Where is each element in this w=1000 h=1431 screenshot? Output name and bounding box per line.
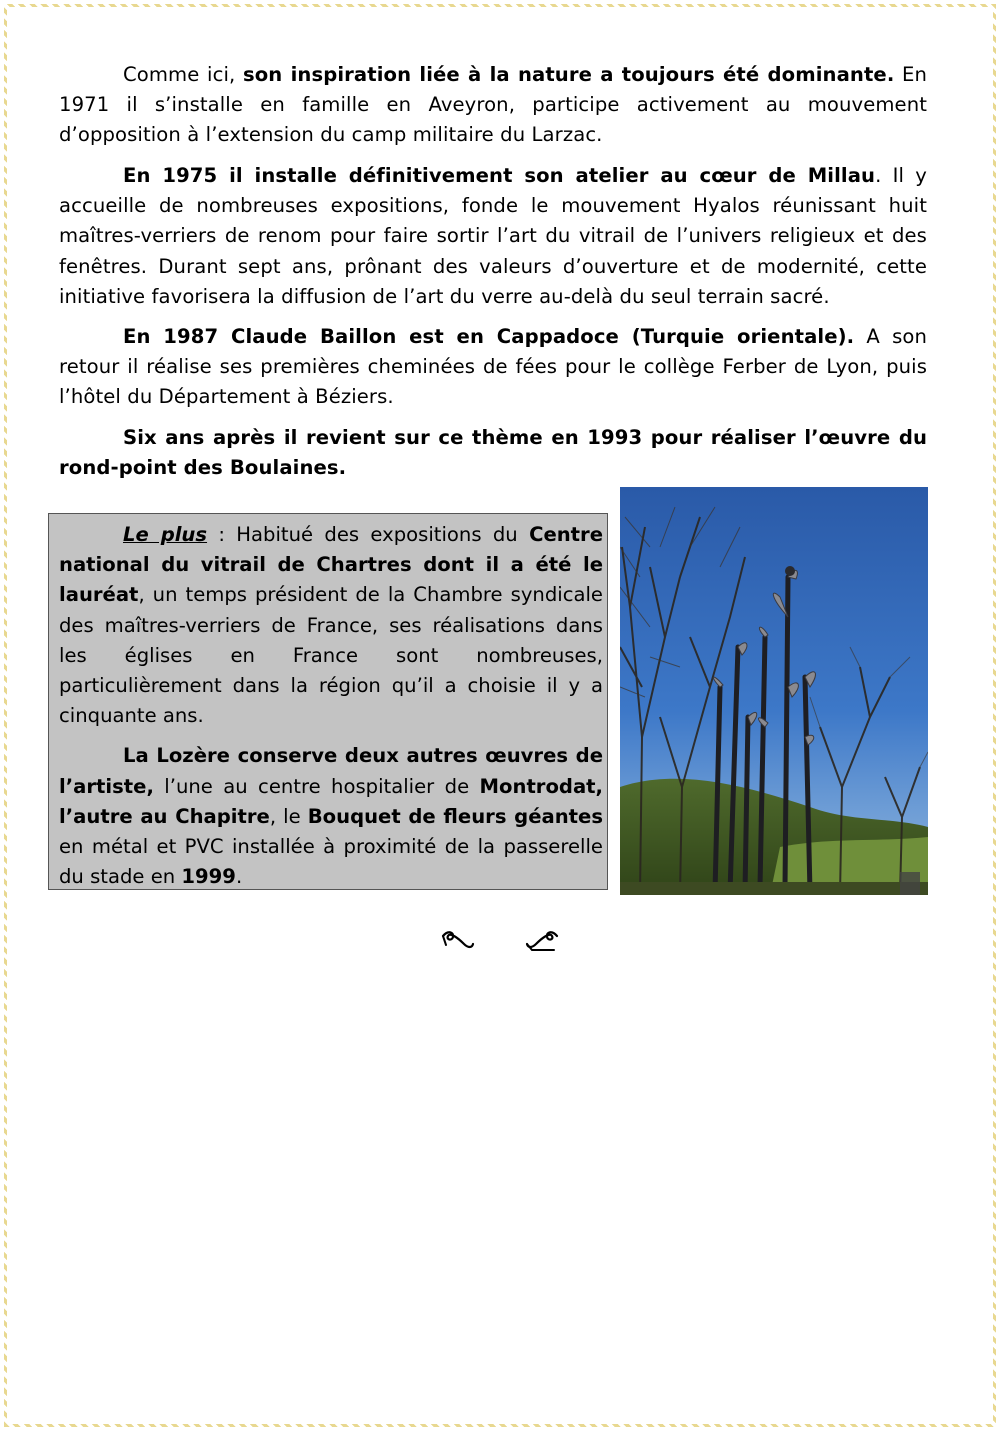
paragraph-boulaines: Six ans après il revient sur ce thème en 1993 pour réaliser l’œuvre du rond-point des Boulaines. bbox=[59, 426, 927, 480]
ornament-left-icon bbox=[440, 926, 476, 958]
paragraph-millau: En 1975 il installe définitivement son atelier au cœur de Millau. Il y accueille de nombreuses expositions, fonde le mouvement Hyalos réunissant huit maîtres-verriers de renom pour faire sortir l’art du vitrail de l’univers religieux et des fenêtres. Durant sept ans, prônant des valeurs d’ouverture et de modernité, cette initiative favorisera la diffusion de l’art du verre au-delà du seul terrain sacré. bbox=[59, 164, 927, 308]
ornament-right-icon bbox=[524, 926, 560, 958]
le-plus-paragraph: Le plus : Habitué des expositions du Centre national du vitrail de Chartres dont il a été le lauréat, un temps président de la Chambre syndicale des maîtres-verriers de France, ses réalisations dans les églises en France sont nombreuses, particulièrement dans la région qu’il a choisie il y a cinquante ans. bbox=[59, 523, 603, 728]
sculpture-photo bbox=[620, 487, 928, 895]
paragraph-cappadoce: En 1987 Claude Baillon est en Cappadoce (Turquie orientale). A son retour il réalise ses premières cheminées de fées pour le collège Ferber de Lyon, puis l’hôtel du Département à Béziers. bbox=[59, 325, 927, 409]
le-plus-box bbox=[48, 513, 608, 890]
paragraph-inspiration: Comme ici, son inspiration liée à la nature a toujours été dominante. En 1971 il s’installe en famille en Aveyron, participe activement au mouvement d’opposition à l’extension du camp militaire du Larzac. bbox=[59, 63, 928, 147]
ornament-divider bbox=[440, 926, 560, 958]
le-plus-label: Le plus bbox=[123, 523, 208, 546]
lozere-paragraph: La Lozère conserve deux autres œuvres de l’artiste, l’une au centre hospitalier de Montrodat, l’autre au Chapitre, le Bouquet de fleurs géantes en métal et PVC installée à proximité de la passerelle du stade en 1999. bbox=[59, 744, 603, 889]
